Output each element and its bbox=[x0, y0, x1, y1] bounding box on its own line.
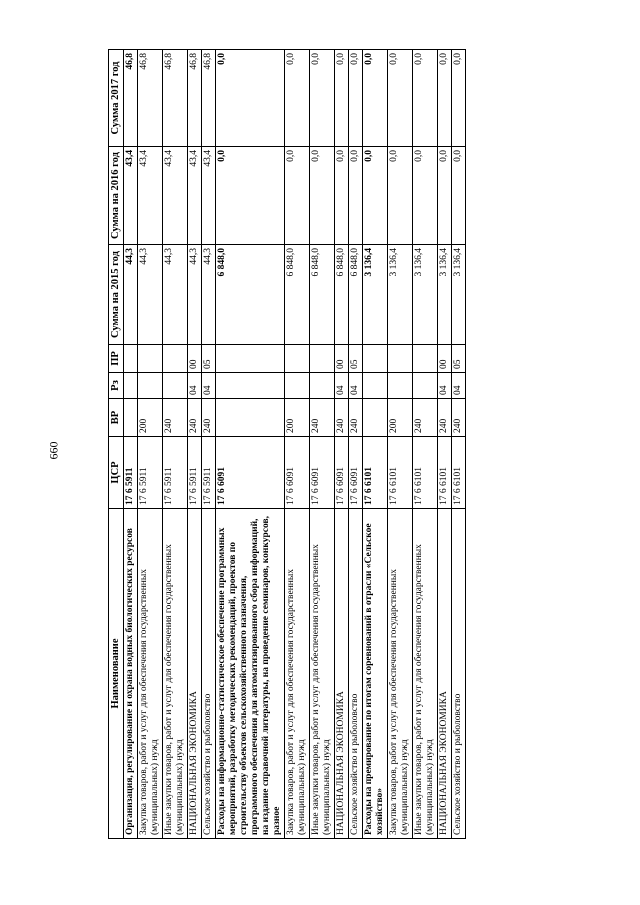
table-row bbox=[438, 50, 452, 839]
row-sum-2015: 3 136,4 bbox=[452, 245, 466, 345]
row-rz: 04 bbox=[188, 373, 202, 399]
table-row bbox=[285, 50, 310, 839]
row-csr: 17 6 5911 bbox=[202, 437, 216, 509]
row-vr: 240 bbox=[349, 399, 363, 437]
row-sum-2015: 6 848,0 bbox=[335, 245, 349, 345]
header-rz: Рз bbox=[109, 373, 124, 399]
row-csr: 17 6 6101 bbox=[413, 437, 438, 509]
row-sum-2017: 46,8 bbox=[188, 50, 202, 147]
row-sum-2017: 0,0 bbox=[285, 50, 310, 147]
header-name: Наименование bbox=[109, 509, 124, 839]
row-sum-2017: 0,0 bbox=[413, 50, 438, 147]
header-csr: ЦСР bbox=[109, 437, 124, 509]
table-row bbox=[349, 50, 363, 839]
row-sum-2016: 0,0 bbox=[285, 147, 310, 245]
row-sum-2017: 0,0 bbox=[388, 50, 413, 147]
row-pr: 05 bbox=[349, 345, 363, 373]
row-rz bbox=[138, 373, 163, 399]
rotated-page-content bbox=[108, 50, 563, 839]
row-sum-2015: 6 848,0 bbox=[349, 245, 363, 345]
row-csr: 17 6 6101 bbox=[438, 437, 452, 509]
header-pr: ПР bbox=[109, 345, 124, 373]
row-vr: 200 bbox=[285, 399, 310, 437]
table-row bbox=[413, 50, 438, 839]
row-sum-2016: 0,0 bbox=[388, 147, 413, 245]
row-sum-2016: 43,4 bbox=[138, 147, 163, 245]
page-number: 660 bbox=[46, 441, 61, 460]
row-sum-2017: 0,0 bbox=[438, 50, 452, 147]
row-rz bbox=[285, 373, 310, 399]
row-name: НАЦИОНАЛЬНАЯ ЭКОНОМИКА bbox=[438, 509, 452, 839]
row-vr: 240 bbox=[163, 399, 188, 437]
table-row bbox=[310, 50, 335, 839]
row-sum-2015: 44,3 bbox=[188, 245, 202, 345]
row-sum-2016: 43,4 bbox=[124, 147, 138, 245]
table-row bbox=[452, 50, 466, 839]
row-pr: 00 bbox=[188, 345, 202, 373]
header-2016: Сумма на 2016 год bbox=[109, 147, 124, 245]
row-pr bbox=[363, 345, 388, 373]
row-vr: 240 bbox=[335, 399, 349, 437]
row-sum-2015: 6 848,0 bbox=[310, 245, 335, 345]
row-sum-2017: 0,0 bbox=[335, 50, 349, 147]
row-pr bbox=[413, 345, 438, 373]
row-vr: 200 bbox=[138, 399, 163, 437]
row-vr bbox=[124, 399, 138, 437]
row-csr: 17 6 6091 bbox=[216, 437, 285, 509]
row-sum-2016: 0,0 bbox=[335, 147, 349, 245]
row-sum-2016: 0,0 bbox=[349, 147, 363, 245]
row-vr: 240 bbox=[202, 399, 216, 437]
row-rz: 04 bbox=[452, 373, 466, 399]
row-rz bbox=[363, 373, 388, 399]
row-vr: 240 bbox=[188, 399, 202, 437]
row-name: Закупка товаров, работ и услуг для обеспечения государственных (муниципальных) нужд bbox=[388, 509, 413, 839]
row-pr: 00 bbox=[438, 345, 452, 373]
row-sum-2016: 0,0 bbox=[310, 147, 335, 245]
table-row bbox=[363, 50, 388, 839]
row-pr: 05 bbox=[452, 345, 466, 373]
row-sum-2017: 0,0 bbox=[310, 50, 335, 147]
row-pr bbox=[388, 345, 413, 373]
row-name: Расходы на информационно-статистическое обеспечение программных мероприятий, разработку методических рекомендаций, проектов по строительству объектов сельскохозяйственного назначения, программного обеспечения для автоматизированного сбора информаций, на издание справочной литературы, на проведение семинаров, конкурсов, разное bbox=[216, 509, 285, 839]
row-rz: 04 bbox=[349, 373, 363, 399]
row-name: Сельское хозяйство и рыболовство bbox=[349, 509, 363, 839]
row-rz: 04 bbox=[202, 373, 216, 399]
row-vr: 240 bbox=[438, 399, 452, 437]
row-csr: 17 6 6101 bbox=[363, 437, 388, 509]
row-sum-2015: 3 136,4 bbox=[363, 245, 388, 345]
row-csr: 17 6 5911 bbox=[163, 437, 188, 509]
row-name: Иные закупки товаров, работ и услуг для обеспечения государственных (муниципальных) нужд bbox=[163, 509, 188, 839]
row-sum-2015: 44,3 bbox=[163, 245, 188, 345]
row-pr bbox=[138, 345, 163, 373]
row-name: Сельское хозяйство и рыболовство bbox=[452, 509, 466, 839]
row-rz: 04 bbox=[438, 373, 452, 399]
table-row bbox=[335, 50, 349, 839]
row-pr: 05 bbox=[202, 345, 216, 373]
table-row bbox=[163, 50, 188, 839]
row-sum-2016: 0,0 bbox=[438, 147, 452, 245]
row-csr: 17 6 6091 bbox=[349, 437, 363, 509]
row-sum-2016: 0,0 bbox=[452, 147, 466, 245]
row-sum-2015: 6 848,0 bbox=[216, 245, 285, 345]
row-sum-2015: 3 136,4 bbox=[438, 245, 452, 345]
row-sum-2016: 0,0 bbox=[363, 147, 388, 245]
row-sum-2015: 44,3 bbox=[202, 245, 216, 345]
row-rz bbox=[163, 373, 188, 399]
row-name: Закупка товаров, работ и услуг для обеспечения государственных (муниципальных) нужд bbox=[138, 509, 163, 839]
row-sum-2017: 0,0 bbox=[216, 50, 285, 147]
row-pr bbox=[310, 345, 335, 373]
row-vr: 240 bbox=[452, 399, 466, 437]
row-csr: 17 6 6101 bbox=[452, 437, 466, 509]
row-name: Иные закупки товаров, работ и услуг для обеспечения государственных (муниципальных) нужд bbox=[310, 509, 335, 839]
row-sum-2016: 43,4 bbox=[188, 147, 202, 245]
row-rz bbox=[124, 373, 138, 399]
row-sum-2017: 46,8 bbox=[124, 50, 138, 147]
table-row bbox=[202, 50, 216, 839]
row-csr: 17 6 5911 bbox=[124, 437, 138, 509]
row-sum-2017: 0,0 bbox=[452, 50, 466, 147]
row-sum-2015: 3 136,4 bbox=[388, 245, 413, 345]
row-sum-2016: 43,4 bbox=[202, 147, 216, 245]
row-rz bbox=[310, 373, 335, 399]
row-pr bbox=[216, 345, 285, 373]
row-sum-2017: 46,8 bbox=[163, 50, 188, 147]
row-sum-2016: 43,4 bbox=[163, 147, 188, 245]
row-vr bbox=[216, 399, 285, 437]
row-vr: 240 bbox=[413, 399, 438, 437]
row-rz bbox=[388, 373, 413, 399]
row-sum-2017: 0,0 bbox=[363, 50, 388, 147]
row-name: Иные закупки товаров, работ и услуг для обеспечения государственных (муниципальных) нужд bbox=[413, 509, 438, 839]
row-csr: 17 6 5911 bbox=[138, 437, 163, 509]
row-name: Расходы на премирование по итогам соревнований в отрасли «Сельское хозяйство» bbox=[363, 509, 388, 839]
row-sum-2015: 44,3 bbox=[138, 245, 163, 345]
table-row bbox=[138, 50, 163, 839]
header-2017: Сумма 2017 год bbox=[109, 50, 124, 147]
header-2015: Сумма на 2015 год bbox=[109, 245, 124, 345]
row-csr: 17 6 6101 bbox=[388, 437, 413, 509]
row-rz bbox=[216, 373, 285, 399]
table-row bbox=[388, 50, 413, 839]
table-header-row bbox=[109, 50, 124, 839]
row-csr: 17 6 6091 bbox=[285, 437, 310, 509]
table-row bbox=[216, 50, 285, 839]
row-vr: 240 bbox=[310, 399, 335, 437]
budget-table bbox=[108, 49, 466, 839]
table-row bbox=[124, 50, 138, 839]
row-name: НАЦИОНАЛЬНАЯ ЭКОНОМИКА bbox=[335, 509, 349, 839]
row-csr: 17 6 5911 bbox=[188, 437, 202, 509]
row-csr: 17 6 6091 bbox=[335, 437, 349, 509]
row-sum-2015: 44,3 bbox=[124, 245, 138, 345]
row-sum-2016: 0,0 bbox=[216, 147, 285, 245]
row-sum-2017: 0,0 bbox=[349, 50, 363, 147]
row-name: Закупка товаров, работ и услуг для обеспечения государственных (муниципальных) нужд bbox=[285, 509, 310, 839]
row-sum-2017: 46,8 bbox=[138, 50, 163, 147]
row-sum-2015: 3 136,4 bbox=[413, 245, 438, 345]
row-name: Организация, регулирование и охрана водных биологических ресурсов bbox=[124, 509, 138, 839]
row-pr bbox=[124, 345, 138, 373]
row-pr: 00 bbox=[335, 345, 349, 373]
row-sum-2016: 0,0 bbox=[413, 147, 438, 245]
row-sum-2017: 46,8 bbox=[202, 50, 216, 147]
table-row bbox=[188, 50, 202, 839]
row-rz: 04 bbox=[335, 373, 349, 399]
row-pr bbox=[285, 345, 310, 373]
row-name: НАЦИОНАЛЬНАЯ ЭКОНОМИКА bbox=[188, 509, 202, 839]
row-rz bbox=[413, 373, 438, 399]
row-vr: 200 bbox=[388, 399, 413, 437]
row-name: Сельское хозяйство и рыболовство bbox=[202, 509, 216, 839]
row-sum-2015: 6 848,0 bbox=[285, 245, 310, 345]
row-pr bbox=[163, 345, 188, 373]
table-body bbox=[124, 50, 466, 839]
header-vr: ВР bbox=[109, 399, 124, 437]
row-vr bbox=[363, 399, 388, 437]
row-csr: 17 6 6091 bbox=[310, 437, 335, 509]
